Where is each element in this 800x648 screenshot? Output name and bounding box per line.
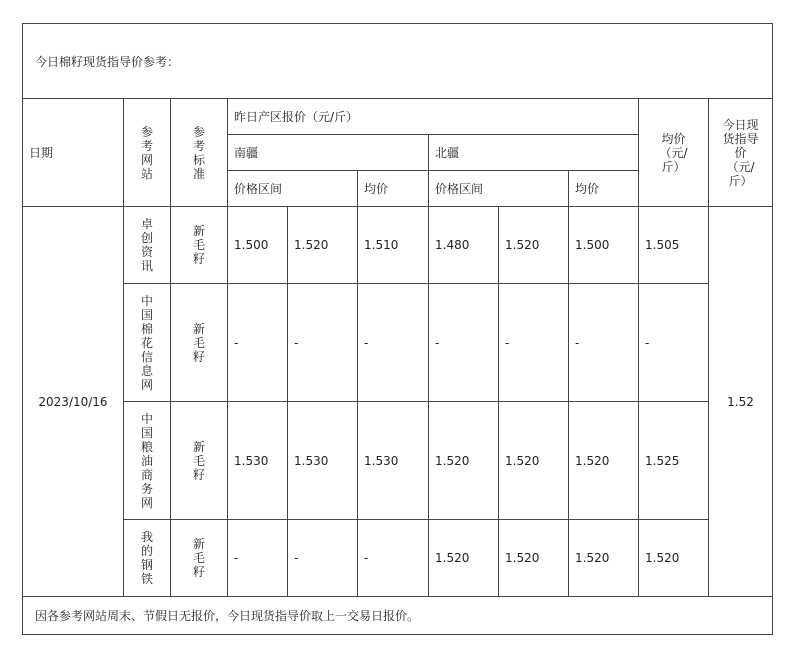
table-row xyxy=(23,207,773,284)
north-avg-cell: 1.520 xyxy=(569,520,639,597)
header-yesterday-price: 昨日产区报价（元/斤） xyxy=(228,99,639,135)
price-table xyxy=(22,23,773,635)
south-high-cell: 1.530 xyxy=(288,402,358,520)
header-standard: 参考标准 xyxy=(171,99,228,207)
site-cell: 中国棉花信息网 xyxy=(124,284,171,402)
north-avg-cell: 1.500 xyxy=(569,207,639,284)
header-south-avg: 均价 xyxy=(358,171,429,207)
site-cell: 我的钢铁 xyxy=(124,520,171,597)
north-avg-cell: - xyxy=(569,284,639,402)
header-north: 北疆 xyxy=(429,135,639,171)
north-high-cell: - xyxy=(499,284,569,402)
south-low-cell: 1.500 xyxy=(228,207,288,284)
south-avg-cell: 1.510 xyxy=(358,207,429,284)
north-high-cell: 1.520 xyxy=(499,207,569,284)
avg-cell: 1.520 xyxy=(639,520,709,597)
south-low-cell: - xyxy=(228,284,288,402)
header-site: 参考网站 xyxy=(124,99,171,207)
north-high-cell: 1.520 xyxy=(499,402,569,520)
table-row xyxy=(23,402,773,520)
site-cell: 中国粮油商务网 xyxy=(124,402,171,520)
standard-cell: 新毛籽 xyxy=(171,402,228,520)
standard-cell: 新毛籽 xyxy=(171,284,228,402)
avg-cell: 1.505 xyxy=(639,207,709,284)
standard-cell: 新毛籽 xyxy=(171,207,228,284)
header-overall-avg: 均价（元/斤） xyxy=(639,99,709,207)
header-north-range: 价格区间 xyxy=(429,171,569,207)
south-avg-cell: 1.530 xyxy=(358,402,429,520)
south-avg-cell: - xyxy=(358,520,429,597)
north-low-cell: 1.480 xyxy=(429,207,499,284)
south-high-cell: 1.520 xyxy=(288,207,358,284)
north-low-cell: - xyxy=(429,284,499,402)
header-north-avg: 均价 xyxy=(569,171,639,207)
header-south: 南疆 xyxy=(228,135,429,171)
south-high-cell: - xyxy=(288,284,358,402)
table-footnote: 因各参考网站周末、节假日无报价，今日现货指导价取上一交易日报价。 xyxy=(23,597,773,635)
north-avg-cell: 1.520 xyxy=(569,402,639,520)
south-avg-cell: - xyxy=(358,284,429,402)
header-date: 日期 xyxy=(23,99,124,207)
south-low-cell: - xyxy=(228,520,288,597)
date-cell: 2023/10/16 xyxy=(23,207,124,597)
avg-cell: 1.525 xyxy=(639,402,709,520)
south-high-cell: - xyxy=(288,520,358,597)
header-guide-price: 今日现货指导价（元/斤） xyxy=(709,99,773,207)
north-low-cell: 1.520 xyxy=(429,520,499,597)
guide-price-cell: 1.52 xyxy=(709,207,773,597)
table-row xyxy=(23,284,773,402)
site-cell: 卓创资讯 xyxy=(124,207,171,284)
avg-cell: - xyxy=(639,284,709,402)
north-low-cell: 1.520 xyxy=(429,402,499,520)
header-south-range: 价格区间 xyxy=(228,171,358,207)
standard-cell: 新毛籽 xyxy=(171,520,228,597)
north-high-cell: 1.520 xyxy=(499,520,569,597)
table-row xyxy=(23,520,773,597)
south-low-cell: 1.530 xyxy=(228,402,288,520)
table-title: 今日棉籽现货指导价参考： xyxy=(23,24,773,99)
